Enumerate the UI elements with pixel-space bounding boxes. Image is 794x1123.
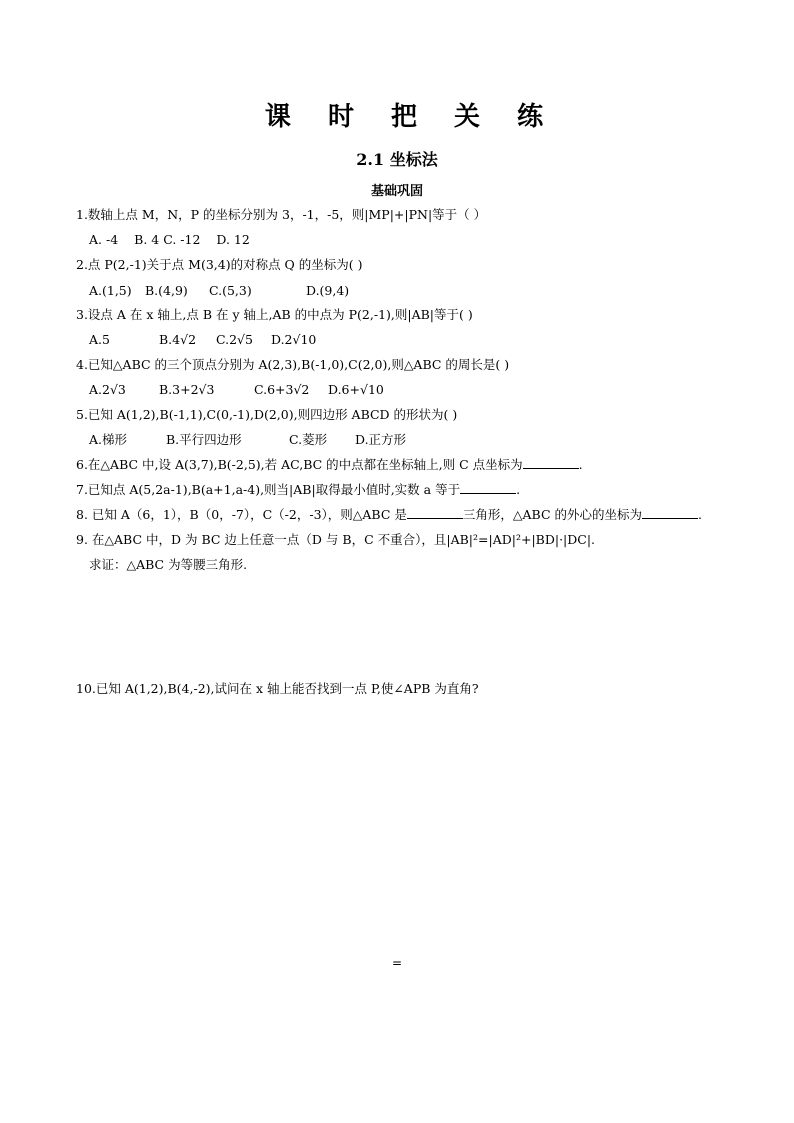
question-9: 9. 在△ABC 中，D 为 BC 边上任意一点（D 与 B，C 不重合），且|AB|²=|AD|²+|BD|·|DC|. (76, 532, 596, 547)
question-10: 10.已知 A(1,2),B(4,-2),试问在 x 轴上能否找到一点 P,使∠APB 为直角? (76, 681, 479, 696)
question-8-text-b: 三角形，△ABC 的外心的坐标为 (462, 507, 642, 522)
question-6-text: 6.在△ABC 中,设 A(3,7),B(-2,5),若 AC,BC 的中点都在坐标轴上,则 C 点坐标为 (76, 457, 523, 472)
option-b: B. 4 (134, 232, 160, 247)
question-7-text: 7.已知点 A(5,2a-1),B(a+1,a-4),则当|AB|取得最小值时,实数 a 等于 (76, 482, 461, 497)
option-d: D.2√10 (271, 332, 317, 347)
question-8 (76, 506, 702, 524)
page-mark: = (391, 956, 403, 970)
question-6-end: . (578, 457, 583, 472)
option-a: A.(1,5) (89, 283, 132, 298)
question-5: 5.已知 A(1,2),B(-1,1),C(0,-1),D(2,0),则四边形 ABCD 的形状为( ) (76, 407, 458, 422)
question-9-proof: 求证：△ABC 为等腰三角形. (89, 557, 248, 572)
option-d: D.(9,4) (306, 283, 350, 298)
option-c: C.菱形 (289, 432, 328, 447)
page-title: 课 时 把 关 练 (264, 102, 558, 132)
question-8-text-a: 8. 已知 A（6，1），B（0，-7），C（-2，-3），则△ABC 是 (76, 507, 407, 522)
option-b: B.平行四边形 (166, 432, 242, 447)
option-b: B.4√2 (159, 332, 197, 347)
option-d: D.正方形 (355, 432, 407, 447)
option-c: C.2√5 (216, 332, 253, 347)
question-7 (76, 481, 520, 499)
option-c: C. -12 (163, 232, 201, 247)
section-heading: 基础巩固 (370, 184, 423, 199)
option-a: A.梯形 (89, 432, 128, 447)
question-1: 1.数轴上点 M，N，P 的坐标分别为 3，-1，-5，则|MP|+|PN|等于（ ） (76, 207, 487, 222)
question-6 (76, 456, 583, 474)
answer-blank (460, 481, 516, 494)
option-a: A.2√3 (89, 382, 126, 397)
question-1-options (89, 231, 250, 249)
option-a: A.5 (89, 332, 110, 347)
option-d: D. 12 (216, 232, 250, 247)
question-8-end: . (698, 507, 702, 522)
question-7-end: . (516, 482, 521, 497)
option-b: B.(4,9) (145, 283, 188, 298)
answer-blank (642, 506, 698, 519)
question-2: 2.点 P(2,-1)关于点 M(3,4)的对称点 Q 的坐标为( ) (76, 257, 363, 272)
option-a: A. -4 (89, 232, 119, 247)
question-3: 3.设点 A 在 x 轴上,点 B 在 y 轴上,AB 的中点为 P(2,-1),则|AB|等于( ) (76, 307, 473, 322)
answer-blank (407, 506, 463, 519)
answer-blank (523, 456, 579, 469)
option-c: C.(5,3) (209, 283, 252, 298)
option-d: D.6+√10 (328, 382, 384, 397)
section-title: 2.1 坐标法 (356, 150, 438, 169)
question-4: 4.已知△ABC 的三个顶点分别为 A(2,3),B(-1,0),C(2,0),则△ABC 的周长是( ) (76, 357, 510, 372)
option-b: B.3+2√3 (159, 382, 215, 397)
option-c: C.6+3√2 (254, 382, 310, 397)
